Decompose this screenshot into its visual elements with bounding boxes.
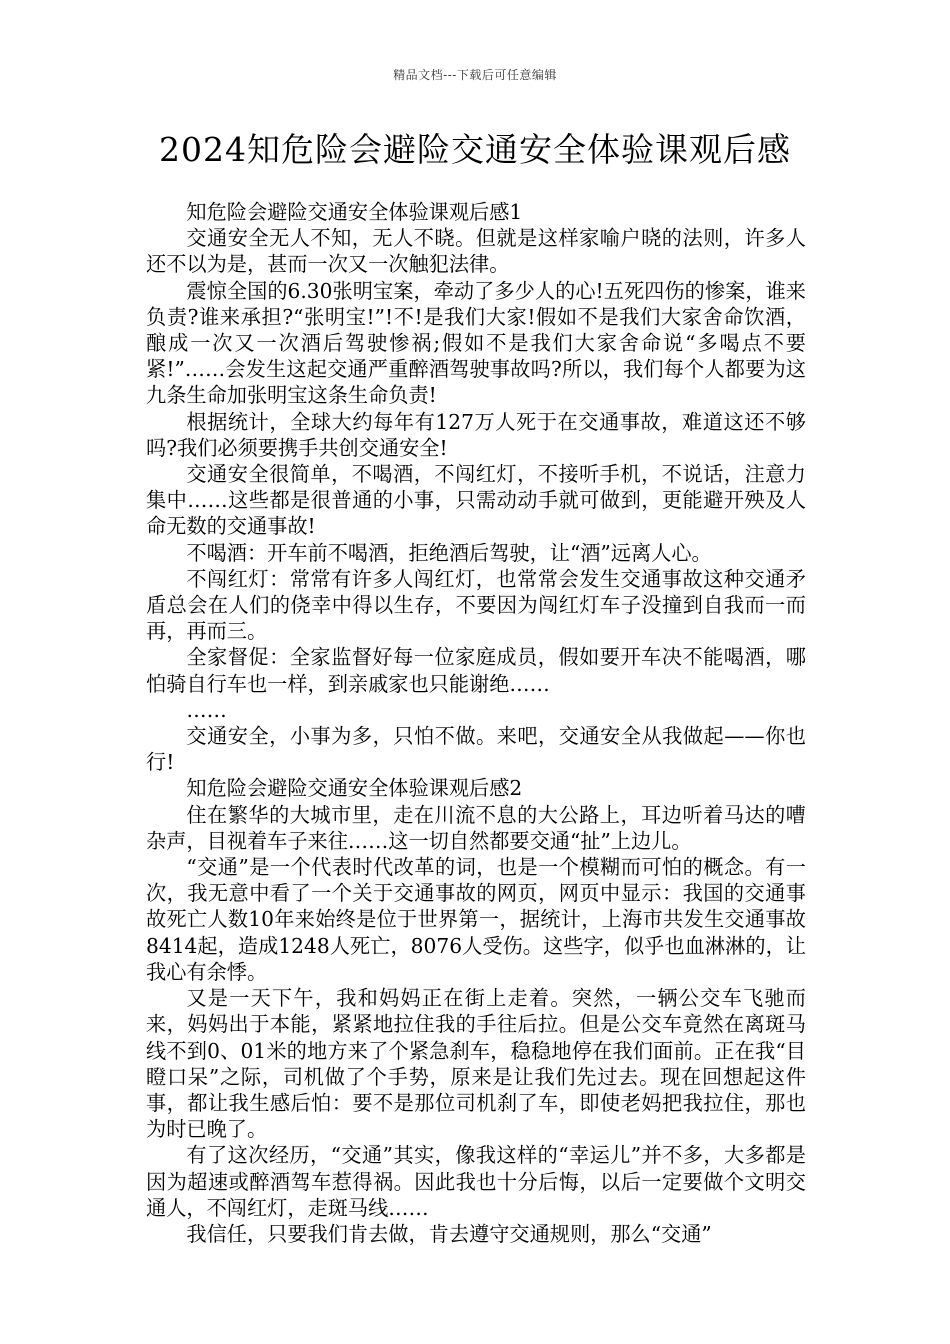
paragraph: 交通安全无人不知，无人不晓。但就是这样家喻户晓的法则，许多人还不以为是，甚而一次又一次触犯法律。 xyxy=(146,226,806,277)
paragraph: 震惊全国的6.30张明宝案，牵动了多少人的心!五死四伤的惨案，谁来负责?谁来承担?“张明宝!”!不!是我们大家!假如不是我们大家舍命饮酒，酿成一次又一次酒后驾驶惨祸;假如不是我们大家舍命说“多喝点不要紧!”……会发生这起交通严重醉酒驾驶事故吗?所以，我们每个人都要为这九条生命加张明宝这条生命负责! xyxy=(146,278,806,408)
paragraph: 不闯红灯：常常有许多人闯红灯，也常常会发生交通事故这种交通矛盾总会在人们的侥幸中得以生存，不要因为闯红灯车子没撞到自我而一而再，再而三。 xyxy=(146,566,806,644)
paragraph: 交通安全，小事为多，只怕不做。来吧，交通安全从我做起——你也行! xyxy=(146,724,806,775)
paragraph-section-heading-1: 知危险会避险交通安全体验课观后感1 xyxy=(186,200,523,224)
paragraph: 又是一天下午，我和妈妈正在街上走着。突然，一辆公交车飞驰而来，妈妈出于本能，紧紧地拉住我的手往后拉。但是公交车竟然在离斑马线不到0、01米的地方来了个紧急刹车，稳稳地停在我们面前。正在我“目瞪口呆”之际，司机做了个手势，原来是让我们先过去。现在回想起这件事，都让我生感后怕：要不是那位司机刹了车，即使老妈把我拉住，那也为时已晚了。 xyxy=(146,986,806,1142)
paragraph-section-heading-2: 知危险会避险交通安全体验课观后感2 xyxy=(186,776,523,801)
paragraph: 根据统计，全球大约每年有127万人死于在交通事故，难道这还不够吗?我们必须要携手共创交通安全! xyxy=(146,409,806,460)
paragraph: 交通安全很简单，不喝酒，不闯红灯，不接听手机，不说话，注意力集中……这些都是很普通的小事，只需动动手就可做到，更能避开殃及人命无数的交通事故! xyxy=(146,462,806,539)
page-header: 精品文档---下载后可任意编辑 xyxy=(393,68,557,82)
document-title: 2024知危险会避险交通安全体验课观后感 xyxy=(159,130,791,169)
paragraph: 有了这次经历，“交通”其实，像我这样的“幸运儿”并不多，大多都是因为超速或醉酒驾车惹得祸。因此我也十分后悔，以后一定要做个文明交通人，不闯红灯，走斑马线…… xyxy=(146,1143,806,1220)
paragraph: 全家督促：全家监督好每一位家庭成员，假如要开车决不能喝酒，哪怕骑自行车也一样，到亲戚家也只能谢绝…… xyxy=(146,645,806,696)
paragraph-ellipsis: …… xyxy=(186,697,227,722)
document-body xyxy=(146,199,806,1247)
paragraph: “交通”是一个代表时代改革的词，也是一个模糊而可怕的概念。有一次，我无意中看了一个关于交通事故的网页，网页中显示：我国的交通事故死亡人数10年来始终是位于世界第一，据统计，上海市共发生交通事故8414起，造成1248人死亡，8076人受伤。这些字，似乎也血淋淋的，让我心有余悸。 xyxy=(146,855,806,984)
paragraph: 不喝酒：开车前不喝酒，拒绝酒后驾驶，让“酒”远离人心。 xyxy=(186,540,712,565)
paragraph: 住在繁华的大城市里，走在川流不息的大公路上，耳边听着马达的嘈杂声，目视着车子来往……这一切自然都要交通“扯”上边儿。 xyxy=(146,802,806,853)
paragraph: 我信任，只要我们肯去做，肯去遵守交通规则，那么“交通” xyxy=(186,1221,712,1246)
